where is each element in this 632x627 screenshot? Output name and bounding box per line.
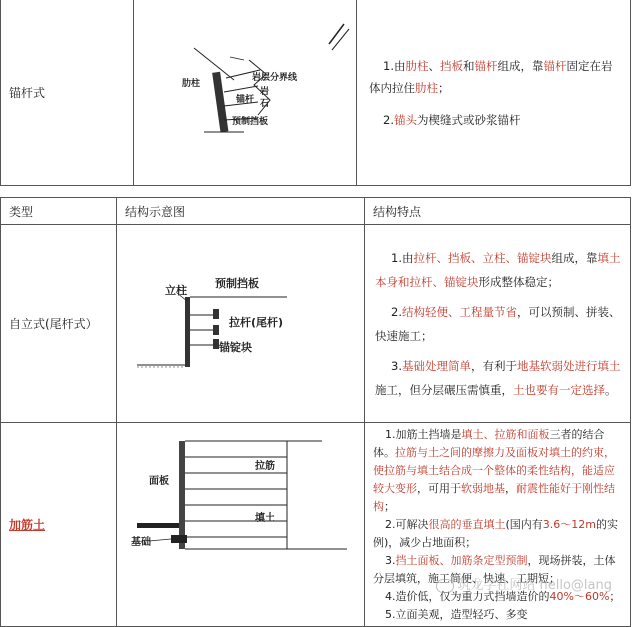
anchor-point-2: 2.锚头为楔缝式或砂浆锚杆 (383, 112, 521, 127)
header-features: 结构特点 (365, 198, 631, 225)
watermark: 筑龙学社网站 hello@lang (436, 574, 612, 593)
header-diagram: 结构示意图 (117, 198, 365, 225)
wechat-icon (436, 579, 454, 593)
reinforced-point-3: 3.挡土面板、加筋条定型预制，现场拼装，土体分层填筑，施工简便、快速、工期短； (373, 553, 616, 585)
table-header (1, 198, 631, 225)
diagram-anchor: 岩层分界线 肋柱 岩 石 锚杆 预制挡板 (134, 0, 357, 186)
header-type: 类型 (1, 198, 117, 225)
retaining-table (0, 197, 631, 627)
desc-standalone (365, 225, 631, 423)
reinforced-point-2: 2.可解决很高的垂直填土(国内有3.6～12m的实例)，减少占地面积； (373, 517, 619, 549)
desc-reinforced (365, 423, 631, 627)
row-anchor (1, 0, 631, 186)
anchor-point-1: 1.由肋柱、挡板和锚杆组成，靠锚杆固定在岩体内拉住肋柱； (369, 58, 613, 95)
reinforced-point-5: 5.立面美观，造型轻巧、多变 (385, 607, 528, 621)
row-standalone (1, 225, 631, 423)
reinforced-point-4: 4.造价低，仅为重力式挡墙造价的40%～60%； (385, 589, 621, 603)
desc-anchor (357, 0, 631, 186)
standalone-point-3: 3.基础处理简单，有利于地基软弱处进行填土施工，但分层碾压需慎重，土也要有一定选择。 (375, 358, 621, 397)
type-cell: 加筋土 (1, 423, 117, 627)
standalone-point-2: 2.结构轻便、工程量节省，可以预制、拼装、快速施工； (375, 304, 621, 343)
anchor-table (0, 0, 631, 186)
diagram-standalone: 立柱 预制挡板 拉杆(尾杆) 锚锭块 (117, 225, 365, 423)
reinforced-point-1: 1.加筋土挡墙是填土、拉筋和面板三者的结合体。拉筋与土之间的摩擦力及面板对填土的约束，使拉筋与填土结合成一个整体的柔性结构，能适应较大变形，可用于软弱地基，耐震性能好于刚性结构； (373, 427, 615, 513)
row-reinforced (1, 423, 631, 627)
standalone-point-1: 1.由拉杆、挡板、立柱、锚锭块组成，靠填土本身和拉杆、锚锭块形成整体稳定； (375, 250, 621, 289)
type-cell: 自立式(尾杆式） (1, 225, 117, 423)
reinforced-diagram (117, 423, 356, 623)
type-cell: 锚杆式 (1, 0, 134, 186)
diagram-reinforced: 拉筋 面板 填土 基础 (117, 423, 365, 627)
anchor-diagram (134, 0, 356, 182)
